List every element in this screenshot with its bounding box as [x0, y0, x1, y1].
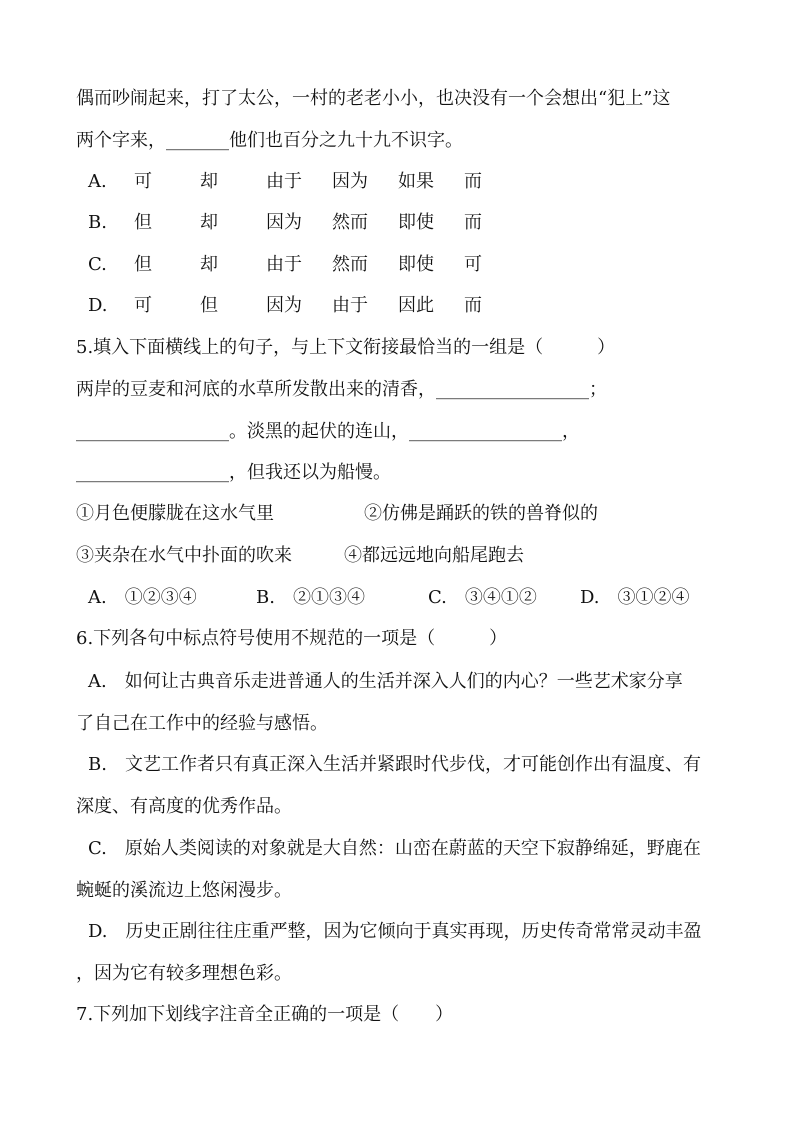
q6-stem: 6.下列各句中标点符号使用不规范的一项是（ ） — [76, 628, 508, 649]
q5-choice-c — [428, 586, 537, 610]
option-word: 而 — [464, 295, 482, 316]
q7-stem: 7.下列加下划线字注音全正确的一项是（ ） — [76, 1004, 454, 1025]
choice-label: C. — [428, 587, 447, 608]
choice-value: ③①②④ — [617, 587, 690, 608]
q5-text-line-1: 两岸的豆麦和河底的水草所发散出来的清香，_________________； — [76, 379, 607, 400]
passage-line-2: 两个字来，_______他们也百分之九十九不识字。 — [76, 130, 463, 151]
q5-choice-b — [256, 586, 365, 610]
q5-text-line-3: _________________，但我还以为船慢。 — [76, 462, 391, 483]
q6-option-c-line-2: 蜿蜒的溪流边上悠闲漫步。 — [76, 880, 292, 901]
q5-choice-d — [580, 586, 690, 610]
option-label: C. — [88, 254, 107, 275]
q4-option-c — [88, 253, 530, 277]
option-word: 由于 — [332, 295, 368, 316]
q6-option-a-line-1: A. 如何让古典音乐走进普通人的生活并深入人们的内心？一些艺术家分享 — [88, 671, 683, 692]
choice-value: ③④①② — [464, 587, 537, 608]
option-word: 但 — [134, 212, 152, 233]
q4-option-d — [88, 294, 530, 318]
option-word: 可 — [134, 171, 152, 192]
q6-option-a-line-2: 了自己在工作中的经验与感悟。 — [76, 713, 328, 734]
q5-stem: 5.填入下面横线上的句子，与上下文衔接最恰当的一组是（ ） — [76, 337, 616, 358]
q4-option-b — [88, 211, 530, 235]
choice-value: ①②③④ — [124, 587, 197, 608]
q5-text-line-2: _________________。淡黑的起伏的连山，_________________， — [76, 421, 580, 442]
choice-label: D. — [580, 587, 600, 608]
q5-item-2: ②仿佛是踊跃的铁的兽脊似的 — [364, 503, 598, 524]
option-word: 然而 — [332, 212, 368, 233]
option-word: 却 — [200, 212, 218, 233]
option-word: 因为 — [332, 171, 368, 192]
option-word: 但 — [200, 295, 218, 316]
q6-option-b-line-2: 深度、有高度的优秀作品。 — [76, 796, 292, 817]
option-word: 由于 — [266, 254, 302, 275]
option-label: A. — [88, 171, 107, 192]
option-word: 由于 — [266, 171, 302, 192]
choice-label: B. — [256, 587, 275, 608]
option-word: 因为 — [266, 212, 302, 233]
choice-label: A. — [88, 587, 107, 608]
option-word: 因此 — [398, 295, 434, 316]
q5-item-1: ①月色便朦胧在这水气里 — [76, 503, 274, 524]
option-word: 而 — [464, 171, 482, 192]
option-word: 因为 — [266, 295, 302, 316]
option-word: 但 — [134, 254, 152, 275]
option-word: 即使 — [398, 212, 434, 233]
option-word: 如果 — [398, 171, 434, 192]
q5-item-3: ③夹杂在水气中扑面的吹来 — [76, 545, 292, 566]
passage-line-1: 偶而吵闹起来，打了太公，一村的老老小小，也决没有一个会想出“犯上”这 — [76, 88, 671, 109]
q5-choice-a — [88, 586, 197, 610]
q6-option-b-line-1: B. 文艺工作者只有真正深入生活并紧跟时代步伐，才可能创作出有温度、有 — [88, 754, 701, 775]
q4-option-a — [88, 170, 530, 194]
option-word: 可 — [464, 254, 482, 275]
choice-value: ②①③④ — [292, 587, 365, 608]
q6-option-d-line-1: D. 历史正剧往往庄重严整，因为它倾向于真实再现，历史传奇常常灵动丰盈 — [88, 921, 702, 942]
option-word: 可 — [134, 295, 152, 316]
option-word: 即使 — [398, 254, 434, 275]
option-label: D. — [88, 295, 108, 316]
option-word: 却 — [200, 171, 218, 192]
option-word: 然而 — [332, 254, 368, 275]
option-label: B. — [88, 212, 107, 233]
q6-option-c-line-1: C. 原始人类阅读的对象就是大自然：山峦在蔚蓝的天空下寂静绵延，野鹿在 — [88, 838, 701, 859]
option-word: 却 — [200, 254, 218, 275]
q6-option-d-line-2: ，因为它有较多理想色彩。 — [76, 963, 292, 984]
q5-item-4: ④都远远地向船尾跑去 — [344, 545, 524, 566]
option-word: 而 — [464, 212, 482, 233]
